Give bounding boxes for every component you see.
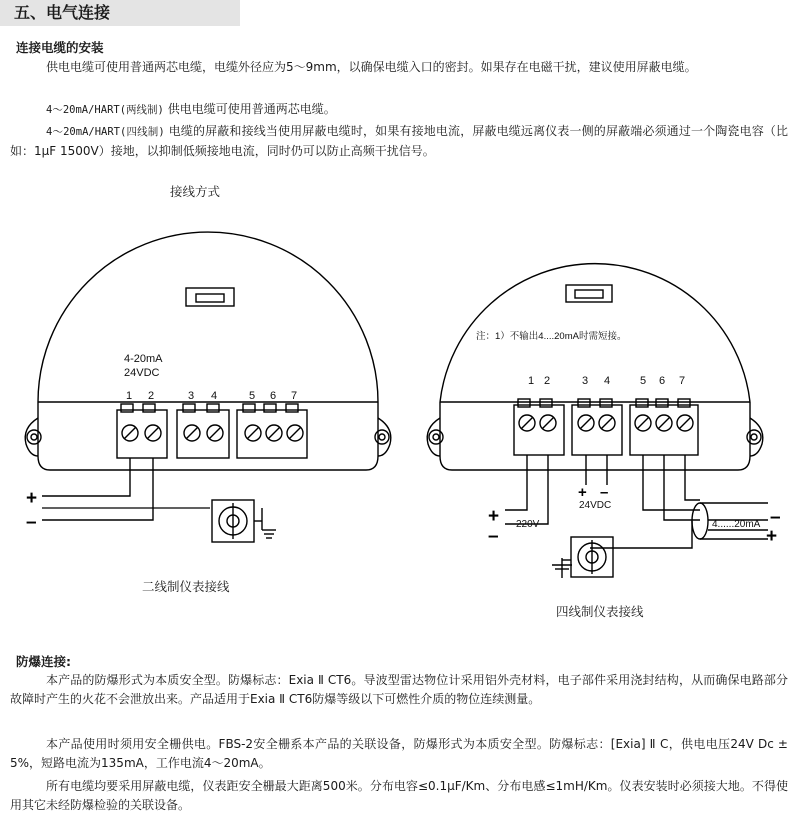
explosion-title: 防爆连接: [16,654,71,669]
explosion-paragraph-2: 本产品使用时须用安全栅供电。FBS-2安全栅系本产品的关联设备，防爆形式为本质安全型。防爆标志：[Exia] Ⅱ C，供电电压24V Dc ± 5%，短路电流为135mA，工作电流4～20mA。 [10,737,788,770]
four-wire-note: 注：1）不输出4....20mA时需短接。 [476,331,627,342]
cable-install-title: 连接电缆的安装 [16,40,104,55]
four-wire-terminal-3: 3 [582,375,589,387]
four-wire-terminal-block-1 [514,405,564,455]
two-wire-terminal-2: 2 [148,390,155,402]
explosion-paragraph-3: 所有电缆均要采用屏蔽电缆，仪表距安全栅最大距离500米。分布电容≤0.1μF/Km、分布电感≤1mH/Km。仪表安装时必须接大地。不得使用其它未经防爆检验的关联设备。 [10,779,788,812]
two-wire-signal-label: 4-20mA [124,353,163,365]
four-wire-terminal-2: 2 [544,375,551,387]
two-wire-plus-sign: + [26,488,38,509]
two-wire-terminal-1: 1 [126,390,133,402]
four-wire-terminal-6: 6 [659,375,666,387]
two-wire-terminal-block-3 [237,410,307,458]
four-wire-terminal-5: 5 [640,375,647,387]
four-wire-caption: 四线制仪表接线 [556,604,644,619]
four-wire-220v-label: 220V [516,519,540,530]
two-wire-minus-wire [42,458,153,520]
four-wire-output-minus: – [770,507,781,528]
two-wire-caption: 二线制仪表接线 [142,579,230,594]
explosion-paragraph-1: 本产品的防爆形式为本质安全型。防爆标志：Exia Ⅱ CT6。导波型雷达物位计采用铝外壳材料，电子部件采用浇封结构，从而确保电路部分故障时产生的火花不会泄放出来。产品适用于Exia Ⅱ CT6防爆等级以下可燃性介质的物位连续测量。 [10,673,788,706]
two-wire-plus-wire [42,458,130,496]
two-wire-prefix: 4～20mA/HART(两线制) [46,104,164,116]
four-wire-24v-plus: + [578,484,587,501]
four-wire-fuse [566,285,612,302]
four-wire-220v-minus: – [488,526,499,547]
four-wire-cable-shield [692,503,708,539]
four-wire-output-plus: + [766,526,778,547]
four-wire-24vdc-label: 24VDC [579,500,612,511]
two-wire-terminal-block-2 [177,410,229,458]
two-wire-fuse [186,288,234,306]
wiring-title: 接线方式 [170,184,221,199]
four-wire-housing-base [440,402,750,470]
four-wire-220v-plus: + [488,506,500,527]
four-wire-terminal-4: 4 [604,375,611,387]
two-wire-housing-dome [38,232,378,402]
two-wire-terminal-7: 7 [291,390,298,402]
two-wire-text: 供电电缆可使用普通两芯电缆。 [167,102,336,116]
two-wire-terminal-5: 5 [249,390,256,402]
two-wire-supply-label: 24VDC [124,367,160,379]
four-wire-signal-plus [643,455,700,510]
two-wire-terminal-block-1 [117,410,167,458]
two-wire-terminal-4: 4 [211,390,218,402]
four-wire-220v-line [505,455,527,510]
two-wire-terminal-3: 3 [188,390,195,402]
four-wire-text: 电缆的屏蔽和接线当使用屏蔽电缆时，如果有接地电流，屏蔽电缆远离仪表一侧的屏蔽端必须通过一个陶瓷电容（比如：1μF 1500V）接地，以抑制低频接地电流，同时仍可以防止高频干扰信号。 [10,124,788,158]
four-wire-prefix: 4～20mA/HART(四线制) [46,126,165,138]
two-wire-minus-sign: – [26,512,37,533]
four-wire-24v-minus: – [600,484,609,501]
two-wire-terminal-6: 6 [270,390,277,402]
four-wire-terminal-block-2 [572,405,622,455]
section-title: 五、电气连接 [14,3,111,22]
four-wire-terminal-7: 7 [679,375,686,387]
four-wire-terminal-1: 1 [528,375,535,387]
four-wire-output-label: 4......20mA [712,519,761,530]
cable-install-paragraph-1: 供电电缆可使用普通两芯电缆，电缆外径应为5～9mm，以确保电缆入口的密封。如果存在电磁干扰，建议使用屏蔽电缆。 [46,60,697,74]
